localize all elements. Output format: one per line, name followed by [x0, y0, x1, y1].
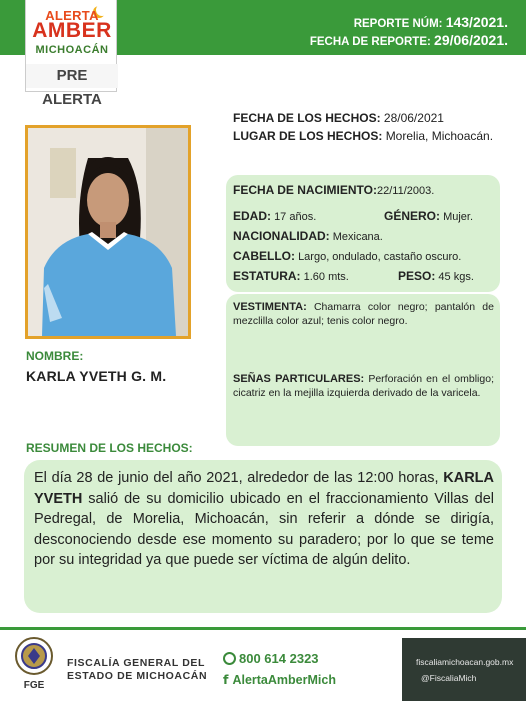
logo-amber-text: AMBER — [32, 19, 112, 42]
fge-acronym: FGE — [23, 680, 45, 691]
reporte-numero: REPORTE NÚM: 143/2021. — [353, 14, 508, 30]
cabello: CABELLO: Largo, ondulado, castaño oscuro. — [233, 249, 462, 263]
phone-contact[interactable]: 800 614 2323 — [223, 651, 319, 666]
fecha-nacimiento: FECHA DE NACIMIENTO:22/11/2003. — [233, 183, 435, 197]
fecha-hechos: FECHA DE LOS HECHOS: 28/06/2021 — [233, 111, 444, 125]
social-panel — [402, 638, 526, 701]
person-photo — [25, 125, 191, 339]
estatura: ESTATURA: 1.60 mts. — [233, 269, 349, 283]
fiscalia-name: FISCALÍA GENERAL DEL ESTADO DE MICHOACÁN — [67, 657, 208, 682]
nombre-label: NOMBRE: — [26, 349, 84, 363]
genero: GÉNERO: Mujer. — [384, 209, 474, 223]
logo-alerta-text: ALERTA — [45, 8, 99, 23]
edad: EDAD: 17 años. — [233, 209, 317, 223]
nacionalidad: NACIONALIDAD: Mexicana. — [233, 229, 383, 243]
twitter-handle[interactable]: @FiscaliaMich — [421, 673, 477, 683]
website-link[interactable]: fiscaliamichoacan.gob.mx — [416, 657, 514, 667]
alerta-amber-logo — [25, 0, 117, 108]
fge-logo — [14, 636, 54, 694]
pre-alerta-label: PRE ALERTA — [26, 64, 118, 88]
logo-michoacan-text: MICHOACÁN — [35, 44, 109, 56]
descripcion-box — [226, 294, 500, 446]
person-photo-image — [28, 128, 188, 336]
lugar-hechos: LUGAR DE LOS HECHOS: Morelia, Michoacán. — [233, 129, 494, 143]
resumen-label: RESUMEN DE LOS HECHOS: — [26, 441, 193, 455]
peso: PESO: 45 kgs. — [398, 269, 474, 283]
nombre-value: KARLA YVETH G. M. — [26, 368, 167, 384]
fecha-reporte: FECHA DE REPORTE: 29/06/2021. — [309, 32, 508, 48]
senas-particulares: SEÑAS PARTICULARES: Perforación en el ombligo; cicatriz en la mejilla izquierda derivado de la varicela. — [233, 373, 494, 399]
vestimenta: VESTIMENTA: Chamarra color negro; pantalón de mezclilla color azul; tenis color negro. — [233, 301, 494, 327]
resumen-text: El día 28 de junio del año 2021, alrededor de las 12:00 horas, KARLA YVETH salió de su domicilio ubicado en el fraccionamiento Villas del Pedregal, de Morelia, Michoacán, sin referir a dónde se dirigía, desconociendo desde ese momento su paradero; por lo que se teme por su integridad ya que puede ser víctima de algún delito. — [34, 470, 494, 568]
phone-icon — [223, 652, 236, 665]
facebook-icon: f — [223, 672, 229, 687]
datos-personales-box — [226, 175, 500, 292]
facebook-contact[interactable]: f AlertaAmberMich — [223, 672, 336, 687]
footer-divider — [0, 627, 526, 630]
